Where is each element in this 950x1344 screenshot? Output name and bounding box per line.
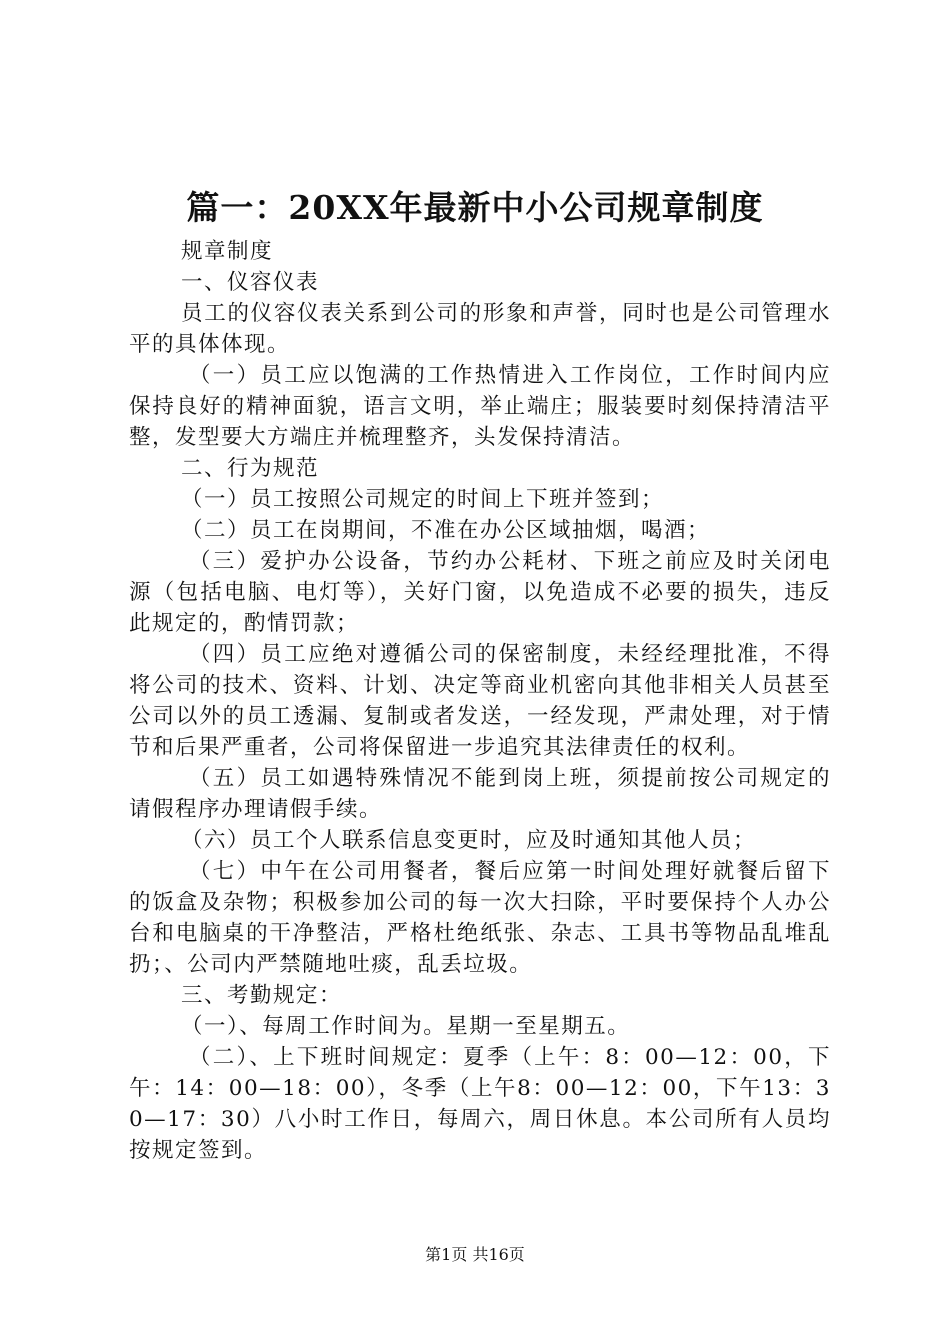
section-heading: 三、考勤规定：: [181, 983, 343, 1008]
paragraph: （一）、每周工作时间为。星期一至星期五。: [181, 1014, 631, 1039]
page-number-footer: 第1页 共16页: [425, 1245, 525, 1264]
paragraph: （一）员工应以饱满的工作热情进入工作岗位，工作时间内应保持良好的精神面貌，语言文明，举止端庄；服装要时刻保持清洁平整，发型要大方端庄并梳理整齐，头发保持清洁。: [129, 363, 831, 450]
document-title: 篇一：20XX年最新中小公司规章制度: [186, 188, 764, 227]
paragraph: （二）、上下班时间规定：夏季（上午：8：00—12：00，下午：14：00—18：00），冬季（上午8：00—12：00，下午13：30—17：30）八小时工作日，每周六，周日休息。本公司所有人员均按规定签到。: [129, 1045, 831, 1163]
paragraph: （四）员工应绝对遵循公司的保密制度，未经经理批准，不得将公司的技术、资料、计划、决定等商业机密向其他非相关人员甚至公司以外的员工透漏、复制或者发送，一经发现，严肃处理，对于情节和后果严重者，公司将保留进一步追究其法律责任的权利。: [129, 642, 831, 760]
paragraph-heading: 规章制度: [181, 239, 274, 264]
paragraph: （七）中午在公司用餐者，餐后应第一时间处理好就餐后留下的饭盒及杂物；积极参加公司的每一次大扫除，平时要保持个人办公台和电脑桌的干净整洁，严格杜绝纸张、杂志、工具书等物品乱堆乱扔；、公司内严禁随地吐痰，乱丢垃圾。: [129, 859, 831, 977]
paragraph: （一）员工按照公司规定的时间上下班并签到；: [181, 487, 665, 512]
section-heading: 二、行为规范: [181, 456, 320, 481]
paragraph: （五）员工如遇特殊情况不能到岗上班，须提前按公司规定的请假程序办理请假手续。: [129, 766, 831, 822]
paragraph: 员工的仪容仪表关系到公司的形象和声誉，同时也是公司管理水平的具体体现。: [129, 301, 831, 357]
paragraph: （六）员工个人联系信息变更时，应及时通知其他人员；: [181, 828, 757, 853]
document-body: [129, 236, 831, 1166]
paragraph: （三）爱护办公设备，节约办公耗材、下班之前应及时关闭电源（包括电脑、电灯等），关好门窗，以免造成不必要的损失，违反此规定的，酌情罚款；: [129, 549, 831, 636]
paragraph: （二）员工在岗期间，不准在办公区域抽烟，喝酒；: [181, 518, 711, 543]
section-heading: 一、仪容仪表: [181, 270, 320, 295]
